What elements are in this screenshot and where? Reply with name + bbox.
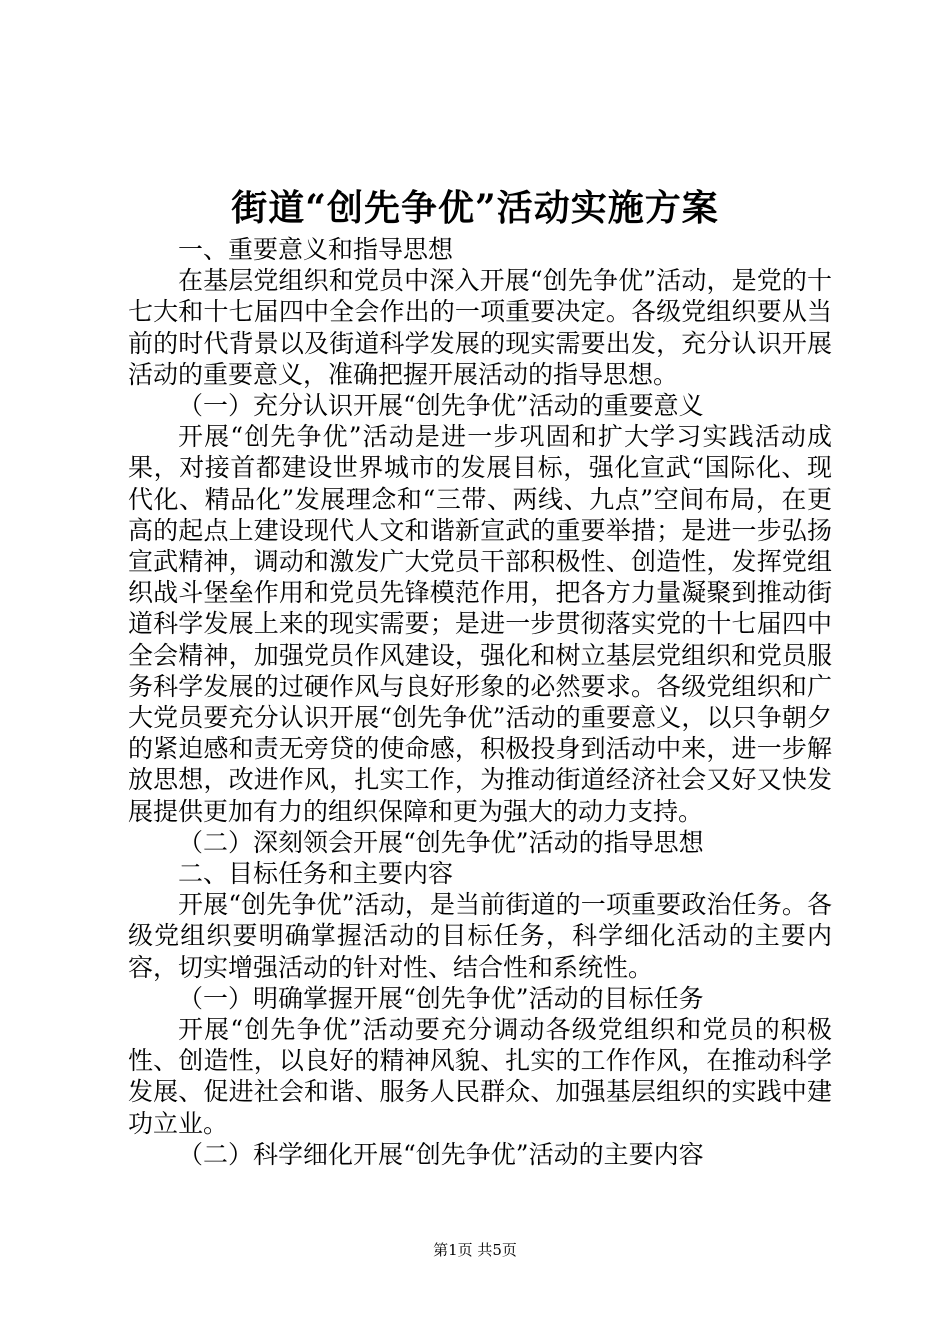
section-heading: （一）充分认识开展“创先争优”活动的重要意义 — [178, 391, 704, 421]
body-paragraph: 开展“创先争优”活动，是当前街道的一项重要政治任务。各级党组织要明确掌握活动的目标任务，科学细化活动的主要内容，切实增强活动的针对性、结合性和系统性。 — [128, 890, 832, 982]
body-paragraph: 开展“创先争优”活动要充分调动各级党组织和党员的积极性、创造性，以良好的精神风貌、扎实的工作作风，在推动科学发展、促进社会和谐、服务人民群众、加强基层组织的实践中建功立业。 — [128, 1015, 832, 1138]
section-heading: （二）深刻领会开展“创先争优”活动的指导思想 — [178, 827, 704, 857]
section-heading: （二）科学细化开展“创先争优”活动的主要内容 — [178, 1139, 704, 1169]
section-heading: （一）明确掌握开展“创先争优”活动的目标任务 — [178, 983, 704, 1013]
document-title: 街道“创先争优”活动实施方案 — [231, 187, 719, 229]
body-paragraph: 在基层党组织和党员中深入开展“创先争优”活动，是党的十七大和十七届四中全会作出的一项重要决定。各级党组织要从当前的时代背景以及街道科学发展的现实需要出发，充分认识开展活动的重要意义，准确把握开展活动的指导思想。 — [128, 266, 832, 389]
section-heading: 二、目标任务和主要内容 — [178, 859, 454, 889]
section-heading: 一、重要意义和指导思想 — [178, 235, 454, 264]
document-body — [128, 234, 832, 1170]
body-paragraph: 开展“创先争优”活动是进一步巩固和扩大学习实践活动成果，对接首都建设世界城市的发展目标，强化宣武“国际化、现代化、精品化”发展理念和“三带、两线、九点”空间布局，在更高的起点上建设现代人文和谐新宣武的重要举措；是进一步弘扬宣武精神，调动和激发广大党员干部积极性、创造性，发挥党组织战斗堡垒作用和党员先锋模范作用，把各方力量凝聚到推动街道科学发展上来的现实需要；是进一步贯彻落实党的十七届四中全会精神，加强党员作风建设，强化和树立基层党组织和党员服务科学发展的过硬作风与良好形象的必然要求。各级党组织和广大党员要充分认识开展“创先争优”活动的重要意义，以只争朝夕的紧迫感和责无旁贷的使命感，积极投身到活动中来，进一步解放思想，改进作风，扎实工作，为推动街道经济社会又好又快发展提供更加有力的组织保障和更为强大的动力支持。 — [128, 422, 832, 826]
page-footer: 第1页 共5页 — [433, 1241, 517, 1259]
